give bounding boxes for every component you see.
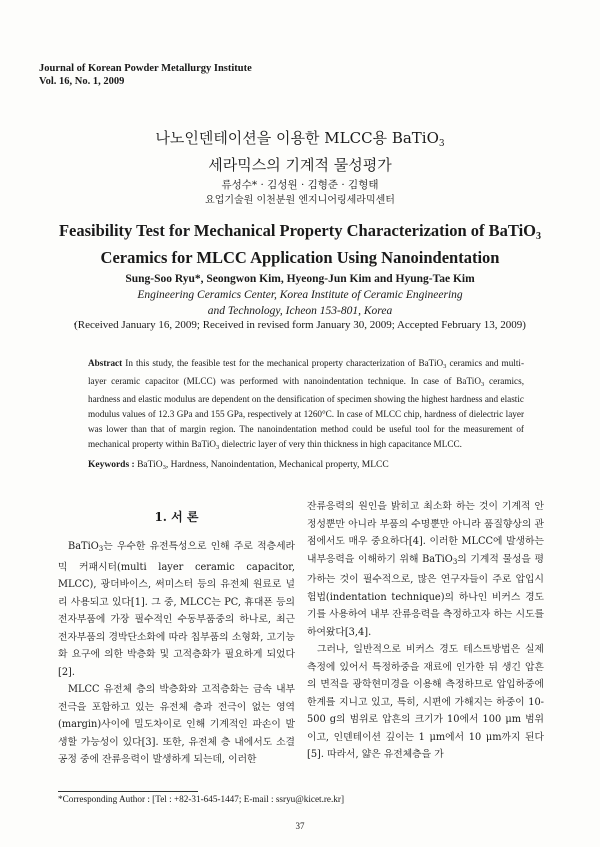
- korean-title-line2: 세라믹스의 기계적 물성평가: [208, 156, 392, 174]
- korean-author-block: [0, 177, 600, 209]
- korean-title-subscript: 3: [438, 139, 445, 149]
- korean-title-line1: 나노인덴테이션을 이용한 MLCC용 BaTiO: [155, 129, 439, 147]
- right-paragraph-1: [307, 498, 544, 641]
- section-heading: 1. 서 론: [154, 510, 199, 524]
- abstract-text-2: ceramics and multi-layer ceramic capacitor (MLCC) was performed with nanoindentation technique. In case of BaTiO: [88, 358, 524, 386]
- abstract-label: Abstract: [88, 358, 123, 368]
- page-number: 37: [295, 821, 305, 831]
- korean-affiliation: 요업기술원 이천분원 엔지니어링세라믹센터: [205, 195, 395, 206]
- keywords-subscript: 3: [162, 464, 166, 471]
- received-dates: (Received January 16, 2009; Received in revised form January 30, 2009; Accepted February 13, 2009): [74, 319, 526, 331]
- right-p1-start: 잔류응력의 원인을 밝히고 최소화 하는 것이 기계적 안정성뿐만 아니라 부품의 수명뿐만 아니라 품질향상의 관점에서도 매우 중요하다[4]. 이러한 MLCC에 발생하는 내부응력을 이해하기 위해 BaTiO: [307, 501, 544, 565]
- journal-header: [39, 62, 252, 88]
- left-column: [58, 538, 295, 769]
- footnote-rule: [58, 791, 198, 792]
- abstract-text-1: In this study, the feasible test for the mechanical property characterization of BaTiO: [122, 358, 444, 368]
- abstract-text-4: dielectric layer of very thin thickness in high capacitance MLCC.: [219, 439, 462, 449]
- right-p1-rest: 의 기계적 물성을 평가하는 것이 필수적으로, 많은 연구자들이 주로 압입시험법(indentation technique)의 하나인 비커스 경도기를 사용하여 내부 잔류응력을 측정하고자 하는 시도를 하여왔다[3,4].: [307, 553, 544, 638]
- english-affiliation-line1: Engineering Ceramics Center, Korea Institute of Ceramic Engineering: [137, 289, 463, 301]
- korean-authors: 류성수* · 김성원 · 김형준 · 김형태: [221, 179, 379, 191]
- left-p1-subscript: 3: [98, 545, 104, 553]
- english-title-line2: Ceramics for MLCC Application Using Nanoindentation: [100, 248, 500, 267]
- abstract-subscript-1: 3: [443, 363, 447, 370]
- keywords-label: Keywords :: [88, 460, 138, 470]
- right-paragraph-2: 그러나, 일반적으로 비커스 경도 테스트방법은 실제 측정에 있어서 특정하중을 재료에 인가한 뒤 생긴 압흔의 면적을 광학현미경을 이용해 측정하므로 압입하중에 한계를 지니고 있고, 특히, 시편에 가해지는 하중이 10-500 g의 범위로 압흔의 크기가 10에서 100 μm 범위이고, 인덴테이션 깊이는 1 μm에서 10 μm까지 된다[5]. 따라서, 얇은 유전체층을 가: [307, 644, 544, 760]
- keywords-text-1: BaTiO: [137, 460, 163, 470]
- english-title-line1: Feasibility Test for Mechanical Property Characterization of BaTiO: [58, 221, 537, 240]
- english-authors: Sung-Soo Ryu*, Seongwon Kim, Hyeong-Jun Kim and Hyung-Tae Kim: [125, 273, 475, 285]
- abstract-subscript-2: 3: [480, 381, 485, 388]
- english-affiliation-line2: and Technology, Icheon 153-801, Korea: [207, 305, 393, 317]
- abstract-text-3: ceramics, hardness and elastic modulus are dependent on the densification of specimen showing the highest hardness and elastic modulus values of 12.3 GPa and 155 GPa, respectively at 1260°C. In case of MLCC chip, hardness of dielectric layer was lower than that of margin region. The nanoindentation method could be useful tool for the measurement of mechanical property within BaTiO: [88, 376, 524, 449]
- right-column: [307, 498, 544, 764]
- corresponding-author-footnote: *Corresponding Author : [Tel : +82-31-645-1447; E-mail : ssryu@kicet.re.kr]: [58, 794, 345, 804]
- english-title-subscript: 3: [536, 231, 542, 242]
- abstract: [88, 356, 524, 455]
- english-author-block: [0, 271, 600, 319]
- right-p1-subscript: 3: [452, 557, 458, 566]
- left-p1-start: BaTiO: [68, 541, 99, 552]
- journal-name: Journal of Korean Powder Metallurgy Institute: [39, 63, 252, 74]
- left-paragraph-1: [58, 538, 295, 681]
- left-paragraph-2: MLCC 유전체 층의 박층화와 고적층화는 금속 내부전극을 포함하고 있는 유전체 층과 전극이 없는 영역(margin)사이에 밀도차이로 인해 기계적인 파손이 발생할 가능성이 있다[3]. 또한, 유전체 층 내에서도 소결공정 중에 잔류응력이 발생하게 되는데, 이러한: [58, 684, 295, 765]
- keywords: [88, 460, 524, 471]
- journal-volume: Vol. 16, No. 1, 2009: [39, 76, 125, 87]
- abstract-subscript-3: 3: [216, 444, 220, 451]
- korean-title: [0, 128, 600, 176]
- keywords-text-2: , Hardness, Nanoindentation, Mechanical property, MLCC: [165, 460, 389, 470]
- left-p1-rest: 는 우수한 유전특성으로 인해 주로 적층세라믹 커패시터(multi layer ceramic capacitor, MLCC), 광더바이스, 써미스터 등의 유전체 원료로 널리 사용되고 있다[1]. 그 중, MLCC는 PC, 휴대폰 등의 전자부품에 가장 필수적인 수동부품중의 하나로, 최근 전자부품의 경박단소화에 따라 칩부품의 소형화, 고기능화 요구에 의한 박층화 및 고적층화가 필요하게 되었다[2].: [58, 541, 295, 678]
- english-title: [0, 220, 600, 268]
